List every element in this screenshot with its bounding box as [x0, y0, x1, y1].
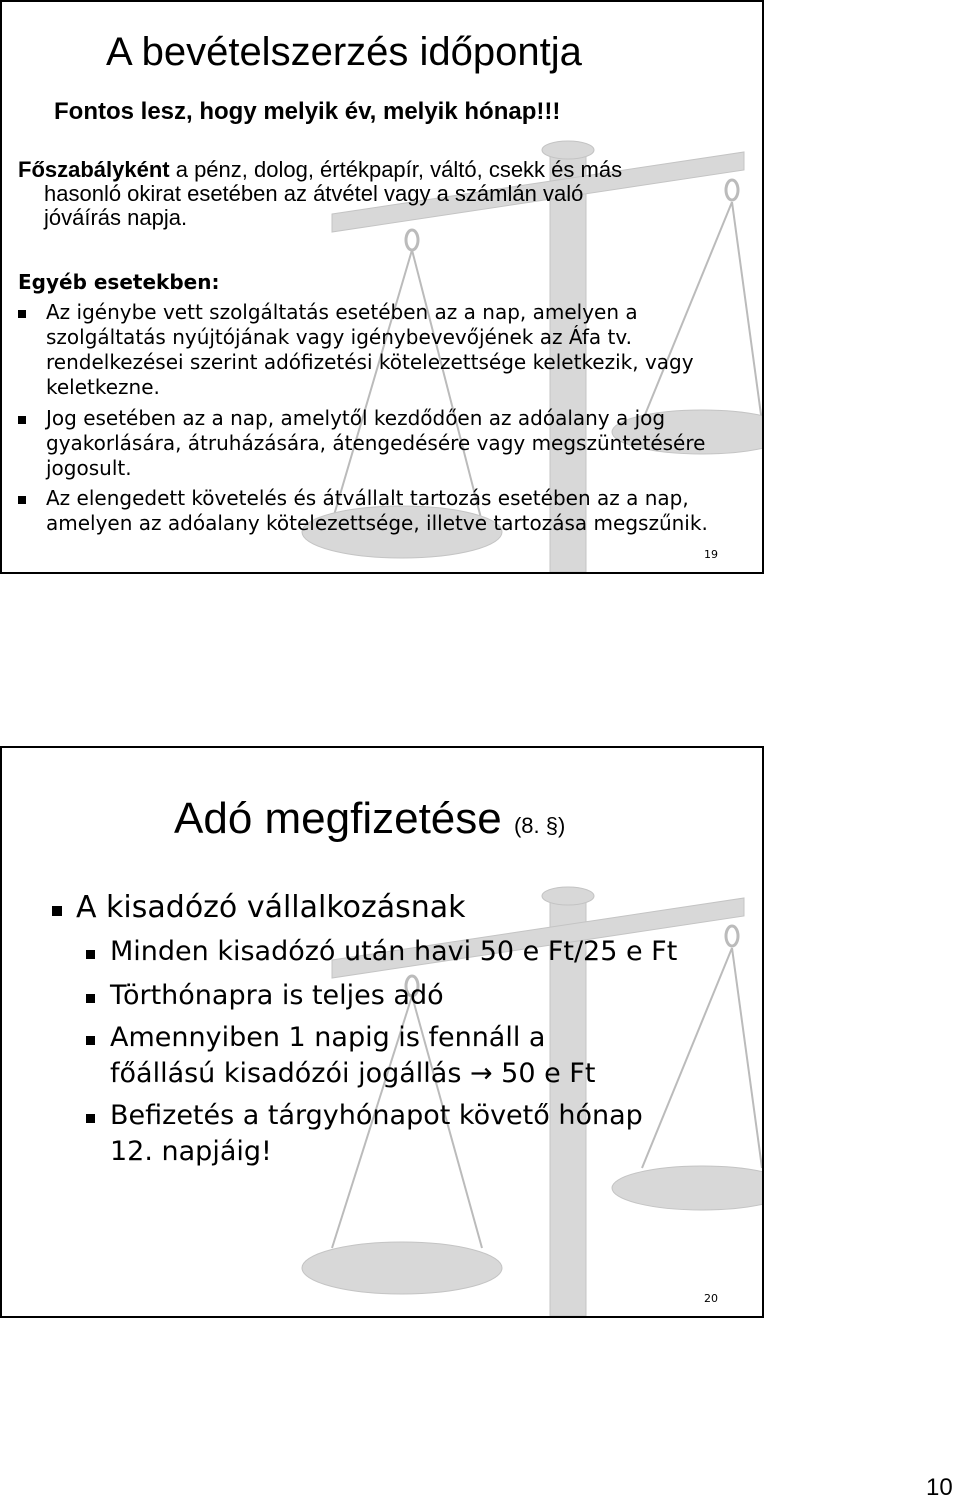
list-item [18, 486, 728, 536]
main-rule-text-1: a pénz, dolog, értékpapír, váltó, csekk és más [169, 157, 623, 182]
sub-list-item [86, 978, 686, 1014]
slide-20-content [2, 748, 762, 1316]
sub-list-item-text: Amennyiben 1 napig is fennáll a főállású kisadózói jogállás → 50 e Ft [110, 1022, 596, 1089]
sub-list-item-text: Minden kisadózó után havi 50 e Ft/25 e Ft [110, 936, 678, 967]
document-page-number: 10 [926, 1474, 953, 1501]
slide-title [174, 794, 565, 844]
slide-20 [0, 746, 764, 1318]
main-rule-paragraph [18, 158, 738, 230]
slide-title-text: Adó megfizetése [174, 794, 502, 843]
list-item [18, 300, 728, 400]
list-item-text: A kisadózó vállalkozásnak [76, 890, 466, 925]
slide-title-reference: (8. §) [513, 813, 566, 838]
bullet-square-icon [86, 1114, 95, 1123]
list-item-text: Az elengedett követelés és átvállalt tartozás esetében az a nap, amelyen az adóalany kötelezettsége, illetve tartozása megszűnik. [46, 486, 708, 535]
bullet-square-icon [52, 906, 62, 916]
sub-list-item [86, 1020, 646, 1092]
bullet-square-icon [86, 994, 95, 1003]
list-item [52, 890, 466, 925]
main-rule-text-2: hasonló okirat esetében az átvétel vagy a számlán való [44, 181, 584, 206]
slide-page-number: 20 [704, 1292, 718, 1305]
other-cases-header: Egyéb esetekben: [18, 270, 220, 294]
main-rule-text-3: jóváírás napja. [44, 205, 188, 230]
slide-19 [0, 0, 764, 574]
bullet-square-icon [18, 496, 26, 504]
list-item [18, 406, 728, 481]
bullet-square-icon [86, 1036, 95, 1045]
list-item-text: Az igénybe vett szolgáltatás esetében az a nap, amelyen a szolgáltatás nyújtójának vagy igénybevevőjének az Áfa tv. rendelkezései szerint adófizetési kötelezettsége keletkezik, vagy keletkezne. [46, 300, 694, 399]
bullet-square-icon [18, 310, 26, 318]
bullet-square-icon [86, 950, 95, 959]
sub-list-item [86, 1098, 686, 1170]
slide-subtitle: Fontos lesz, hogy melyik év, melyik hónap!!! [54, 98, 561, 125]
sub-list-item-text: Törthónapra is teljes adó [110, 980, 444, 1011]
slide-title: A bevételszerzés időpontja [106, 30, 582, 74]
main-rule-lead: Főszabályként [18, 157, 170, 182]
sub-list-item-text: Befizetés a tárgyhónapot követő hónap 12. napjáig! [110, 1100, 643, 1167]
list-item-text: Jog esetében az a nap, amelytől kezdődően az adóalany a jog gyakorlására, átruházására, átengedésére vagy megszüntetésére jogosult. [46, 406, 706, 480]
slide-page-number: 19 [704, 548, 718, 561]
sub-list-item [86, 934, 686, 970]
slide-19-content [2, 2, 762, 572]
bullet-square-icon [18, 416, 26, 424]
